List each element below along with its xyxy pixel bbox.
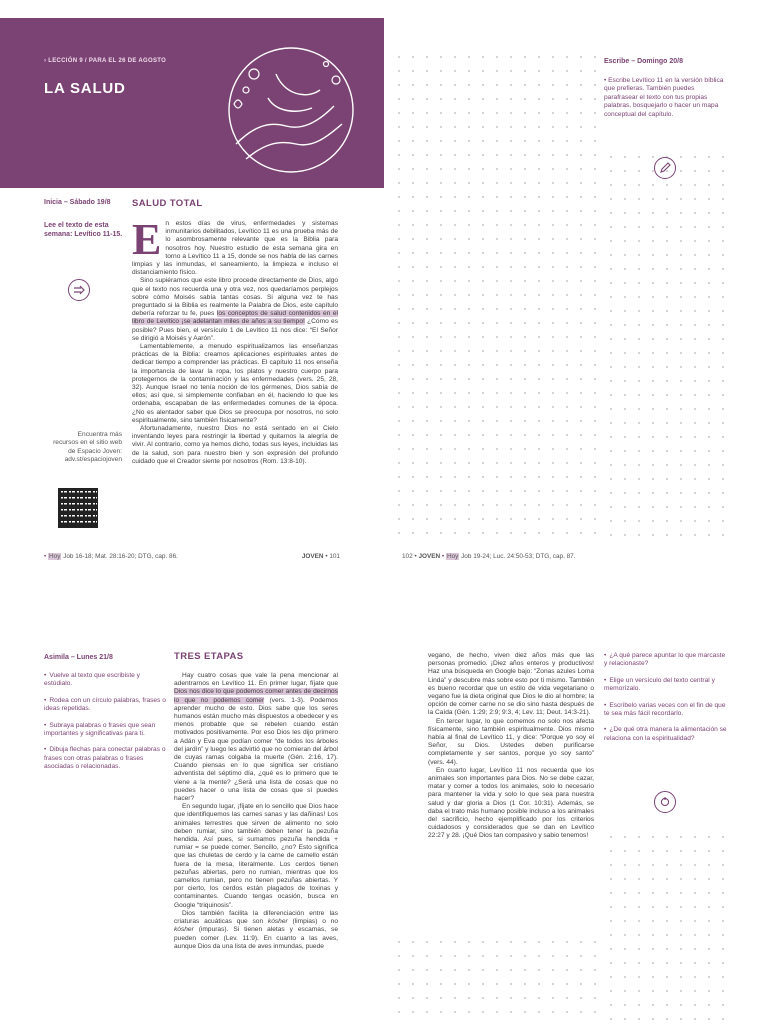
day-label-domingo: Escribe – Domingo 20/8 [604, 58, 683, 65]
dropcap: E [132, 215, 162, 264]
lesson-meta: › LECCIÓN 9 / PARA EL 26 DE AGOSTO [44, 58, 167, 64]
hand-washing-illustration [216, 34, 366, 184]
footer-page-101: • Hoy Job 16-18; Mat. 28:16-20; DTG, cap. 86. JOVEN • 101 [44, 553, 340, 560]
qr-code[interactable] [58, 488, 98, 528]
writing-grid-lower[interactable] [604, 150, 728, 540]
highlight-salud: los conceptos de salud contenidos en el libro de Levítico ¡se adelantan miles de años a su tiempo! [132, 310, 339, 326]
tip-item: • Subraya palabras o frases que sean importantes y significativas para ti. [44, 722, 166, 739]
section-title-tres-etapas: TRES ETAPAS [174, 651, 244, 662]
write-instruction: • Escribe Levítico 11 en la versión bíblica que prefieras. También puedes parafrasear el texto con tus propias palabras, bosquejarlo o hacer un mapa conceptual del capítulo. [604, 77, 724, 118]
lesson-title: LA SALUD [44, 80, 126, 97]
highlight-comer: Dios nos dice lo que podemos comer antes de decirnos lo que no podemos comer [174, 688, 338, 704]
study-tips [44, 672, 166, 780]
question-item: • Escríbelo varias veces con el fin de que te sea más fácil recordarlo. [604, 702, 728, 719]
section-title-salud-total: SALUD TOTAL [132, 198, 203, 209]
article-tres-etapas: Hay cuatro cosas que vale la pena mencionar al adentrarnos en Levítico 11. En primer lugar, fíjate que Dios nos dice lo que podemos comer antes de decirnos lo que no podemos comer (vers. 1-3). Podemos aprender mucho de esto. Dios sabe que los seres humanos están mucho más dispuestos a obedecer y es menos probable que se rebelen cuando están motivados positivamente. Por eso Dios les dijo primero a Adán y Eva que podían comer “de todos los árboles del jardín” y luego les advirtió que no comieran del árbol de cuyas ramas colgaba la muerte (Gén. 2:16, 17). Cuando piensas en lo que significa ser cristiano adventista del séptimo día, ¿qué es lo primero que te viene a la mente? ¿Será una lista de cosas que no puedes hacer o una lista de cosas que sí puedes hacer? En segundo lugar, ¡fíjate en lo sencillo que Dios hace que identifiquemos las carnes sanas y las dañinas! Los animales terrestres que sirven de alimento no solo deben rumiar, sino también deben tener la pezuña hendida. Así pues, si sumamos pezuña hendida + rumiar = se puede comer. Sencillo, ¿no? Esto significa que las chuletas de cerdo y la carne de camello están fuera de la mesa, literalmente. Los cerdos tienen pezuñas abiertas, pero no rumian, mientras que los camellos rumian, pero no tienen pezuñas abiertas. Y por cierto, los cerdos están plagados de toxinas y contaminantes. Cuando tengas ocasión, busca en Google “triquinosis”. Dios también facilita la diferenciación entre las criaturas acuáticas que son kósher (limpias) o no kósher (impuras). Si tienen aletas y escamas, se pueden comer (Lev. 11:9). En cuanto a las aves, aunque Dios da una lista de aves inmundas, puede [174, 672, 338, 950]
writing-grid-right[interactable] [604, 830, 728, 1024]
tip-item: • Dibuja flechas para conectar palabras o frases con otras palabras o frases asociadas o relacionadas. [44, 746, 166, 771]
reflection-questions [604, 652, 728, 751]
footer-page-102: 102 • JOVEN • Hoy Job 19-24; Luc. 24:50-53; DTG, cap. 87. [402, 553, 576, 560]
question-item: • ¿A qué parece apuntar lo que marcaste y relacionaste? [604, 652, 728, 669]
question-item: • Elige un versículo del texto central y memorízalo. [604, 677, 728, 694]
pencil-icon [654, 157, 676, 179]
reading-instruction: Lee el texto de esta semana: Levítico 11-15. [44, 222, 123, 238]
day-label-lunes: Asimila – Lunes 21/8 [44, 654, 113, 661]
article-tres-etapas-col2: vegano, de hecho, viven diez años más que las personas promedio. ¡Diez años enteros y productivos! Haz una búsqueda en Google bajo: “Zonas azules Loma Linda” y descubre más sobre esto por ti mismo. También es bueno recordar que un estilo de vida vegetariano o vegano fue la dieta original que Dios le dio al hombre; la opción de comer carne no se dio sino hasta después de la Caída (Gén. 1:29; 2:9; 9:3, 4; Lev. 11; Deut. 14:3-21). En tercer lugar, lo que comemos no solo nos afecta físicamente, sino también espiritualmente. Dios mismo había al final de Levítico 11, y dice: “Porque yo soy el Señor, su Dios. Ustedes deben purificarse completamente y ser santos, porque yo soy santo” (vers. 44). En cuarto lugar, Levítico 11 nos recuerda que los animales son importantes para Dios. No se debe cazar, matar y comer a todos los animales, solo lo necesario para mantener la vida y solo lo que sea para nuestra salud y dar gloria a Dios (1 Cor. 10:31). Además, se daba el trato más humano posible incluso a los animales del sacrificio, hecho ejemplificado por los criterios cuidadosos y considerados que se dan en Levítico 22:27 y 28. ¡Qué Dios tan compasivo y sabio tenemos! [428, 652, 594, 840]
article-salud-total: En estos días de virus, enfermedades y sistemas inmunitarios debilitados, Levítico 11 es una prueba más de lo asombrosamente relevante que es la Biblia para nosotros hoy. Nuestro estudio de esta semana gira en torno a Levítico 11 a 15, donde se nos habla de las carnes limpias y las inmundas, el saneamiento, la limpieza e incluso el distanciamiento físico. Sino supiéramos que este libro procede directamente de Dios, algo que el texto nos recuerda una y otra vez, nos quedaríamos perplejos sobre cómo Moisés sabía tantas cosas. Si alguna vez te has preguntado si la Biblia es realmente la Palabra de Dios, este capítulo debería reforzar tu fe, pues los conceptos de salud contenidos en el libro de Levítico ¡se adelantan miles de años a su tiempo! ¿Cómo es posible? Pues bien, el versículo 1 de Levítico 11 nos dice: “El Señor se dirigió a Moisés y Aarón”. Lamentablemente, a menudo espiritualizamos las enseñanzas prácticas de la Biblia: creamos aplicaciones espirituales antes de dedicar tiempo a comprender las prácticas. El capítulo 11 nos enseña la importancia de lavar la ropa, los platos y nuestro cuerpo para protegernos de la contaminación y las enfermedades (vers. 25, 28, 32). Aunque Israel no tenía noción de los gérmenes, Dios sabía de ellos; así que, si simplemente confiaban en él, haciendo lo que les ordenaba, escapaban de las enfermedades comunes de la época. ¿No es alentador saber que Dios se preocupa por nosotros, no solo espiritualmente, sino también físicamente? Afortunadamente, nuestro Dios no está sentado en el Cielo inventando leyes para restringir la libertad y quitarnos la alegría de vivir. Al contrario, como ya hemos dicho, todas sus leyes, incluidas las de la salud, son para nuestro bien y son expresión del profundo cuidado que el Creador siente por nosotros (Rom. 13:8-10). [132, 215, 339, 465]
tip-item: • Rodea con un círculo palabras, frases o ideas repetidas. [44, 697, 166, 714]
refresh-icon [654, 791, 676, 813]
writing-grid-bottom[interactable] [392, 935, 604, 1024]
arrow-right-icon [68, 279, 90, 301]
question-item: • ¿De qué otra manera la alimentación se relaciona con la espiritualidad? [604, 726, 728, 743]
tip-item: • Vuelve al texto que escribiste y estúdialo. [44, 672, 166, 689]
writing-grid[interactable] [392, 50, 604, 540]
resource-note: Encuentra más recursos en el sitio web de Espacio Joven: adv.st/espaciojoven [53, 431, 122, 464]
day-label-sabado: Inicia – Sábado 19/8 [44, 199, 111, 206]
